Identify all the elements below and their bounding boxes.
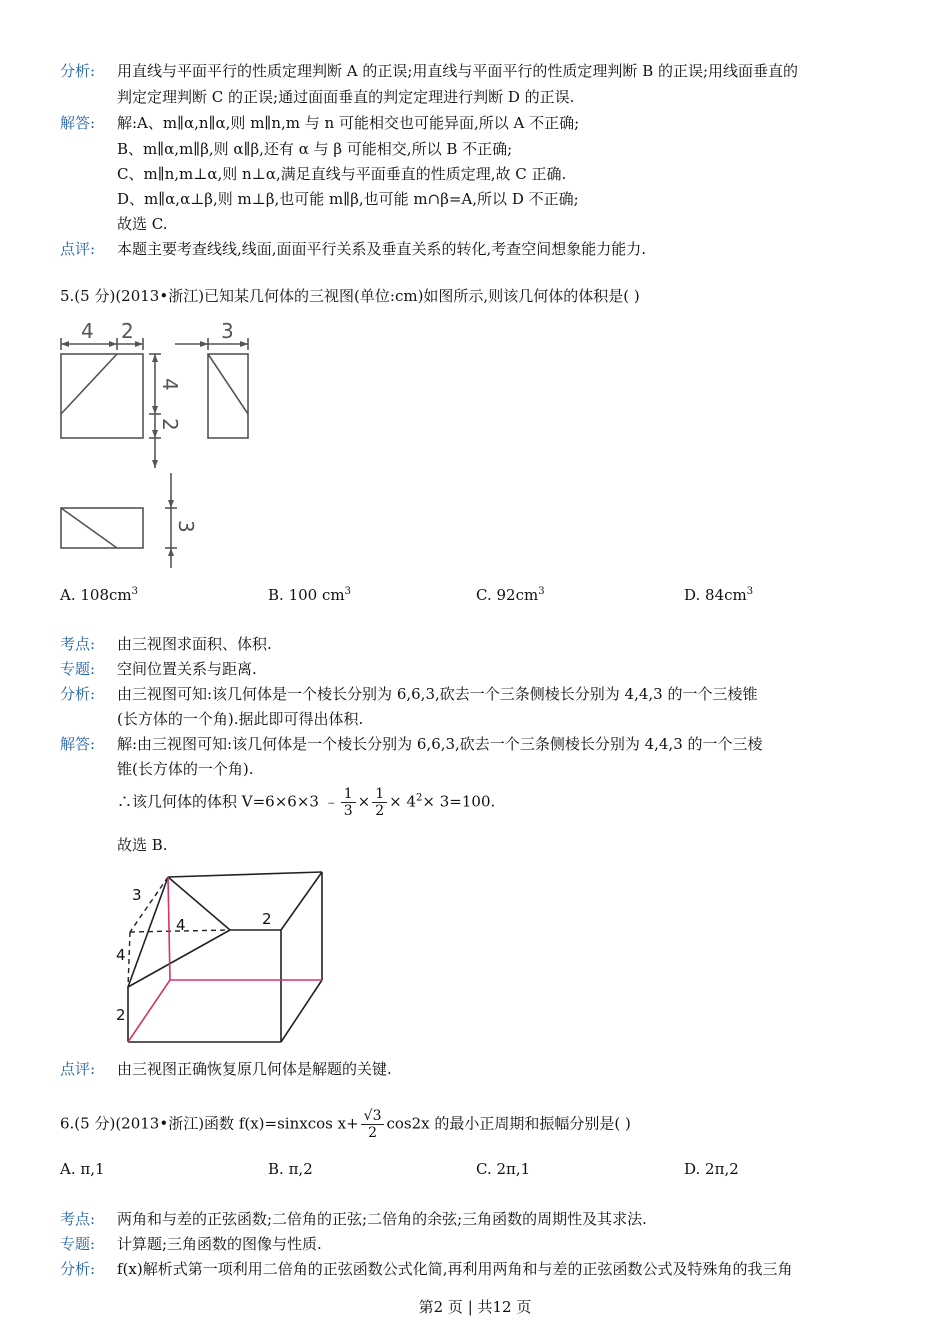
dim-front-w2: 2 xyxy=(121,319,134,343)
q4-solution-line4: D、m∥α,α⊥β,则 m⊥β,也可能 m∥β,也可能 m∩β=A,所以 D 不正确; xyxy=(117,190,579,208)
q5-topic-label: 专题: xyxy=(60,660,96,678)
q5-comment: 由三视图正确恢复原几何体是解题的关键. xyxy=(117,1060,392,1078)
q5-comment-label: 点评: xyxy=(60,1060,96,1078)
q6-option-a[interactable]: A. π,1 xyxy=(60,1160,105,1178)
q5-analysis-label: 分析: xyxy=(60,685,96,703)
fig-label-3: 3 xyxy=(132,886,142,904)
fig-label-4-left: 4 xyxy=(116,946,126,964)
q5-option-c[interactable]: C. $92cm^3$ xyxy=(476,586,545,604)
q5-topic: 空间位置关系与距离. xyxy=(117,660,257,678)
q4-solution-line2: B、m∥α,m∥β,则 α∥β,还有 α 与 β 可能相交,所以 B 不正确; xyxy=(117,140,513,158)
fraction-one-third: $\frac{1}{3}$ xyxy=(341,786,356,819)
dim-h1: 4 xyxy=(158,378,182,391)
q6-topic: 计算题;三角函数的图像与性质. xyxy=(117,1235,322,1253)
fig-label-2-left: 2 xyxy=(116,1006,126,1024)
q5-analysis-line2: (长方体的一个角).据此即可得出体积. xyxy=(117,710,364,728)
three-view-figure xyxy=(55,318,295,580)
q4-solution-line5: 故选 C. xyxy=(117,215,168,233)
q4-analysis-line1: 用直线与平面平行的性质定理判断 A 的正误;用直线与平面平行的性质定理判断 B 的正误;用线面垂直的 xyxy=(117,62,799,80)
side-view-rect xyxy=(208,354,248,438)
q6-option-d[interactable]: D. 2π,2 xyxy=(684,1160,739,1178)
q5-stem: 5.(5 分)(2013•浙江)已知某几何体的三视图(单位:cm)如图所示,则该几何体的体积是( ) xyxy=(60,287,640,305)
q4-comment-label: 点评: xyxy=(60,240,96,258)
solid-figure xyxy=(110,862,335,1050)
page-footer: 第2 页 | 共12 页 xyxy=(418,1298,532,1316)
front-view-rect xyxy=(61,354,143,438)
dim-front-w1: 4 xyxy=(81,319,94,343)
front-view-diagonal xyxy=(61,354,117,414)
fraction-one-half: $\frac{1}{2}$ xyxy=(372,786,387,819)
q5-volume-formula: ∴该几何体的体积 V=6×6×3 ﹣ $\frac{1}{3}$ × $\frac{1}{2}$ × $4^2\times 3=100$. xyxy=(117,786,496,819)
q5-point-label: 考点: xyxy=(60,635,96,653)
q5-solution-line2: 锥(长方体的一个角). xyxy=(117,760,254,778)
q5-solution-pick: 故选 B. xyxy=(117,836,168,854)
q4-analysis-label: 分析: xyxy=(60,62,96,80)
q5-option-b[interactable]: B. 100 $cm^3$ xyxy=(268,586,351,604)
dim-top-h: 3 xyxy=(174,520,198,533)
q6-topic-label: 专题: xyxy=(60,1235,96,1253)
q6-point: 两角和与差的正弦函数;二倍角的正弦;二倍角的余弦;三角函数的周期性及其求法. xyxy=(117,1210,647,1228)
q5-option-a[interactable]: A. $108cm^3$ xyxy=(60,586,139,604)
side-view-diagonal xyxy=(208,354,248,414)
q6-option-c[interactable]: C. 2π,1 xyxy=(476,1160,531,1178)
q5-analysis-line1: 由三视图可知:该几何体是一个棱长分别为 6,6,3,砍去一个三条侧棱长分别为 4,4,3 的一个三棱锥 xyxy=(117,685,758,703)
q6-stem: 6.(5 分)(2013•浙江)函数 f(x)=sinxcos x+ $\frac{√3}{2}$ cos2x 的最小正周期和振幅分别是( ) xyxy=(60,1108,631,1141)
q4-analysis-line2: 判定定理判断 C 的正误;通过面面垂直的判定定理进行判断 D 的正误. xyxy=(117,88,575,106)
dim-side-w: 3 xyxy=(221,319,234,343)
dim-h2: 2 xyxy=(158,418,182,431)
top-view-diagonal xyxy=(61,508,117,548)
q5-option-d[interactable]: D. $84cm^3$ xyxy=(684,586,754,604)
q6-analysis-label: 分析: xyxy=(60,1260,96,1278)
fig-label-4-top: 4 xyxy=(176,916,186,934)
q5-point: 由三视图求面积、体积. xyxy=(117,635,272,653)
fig-label-2-top: 2 xyxy=(262,910,272,928)
top-view-rect xyxy=(61,508,143,548)
q6-analysis-line1: f(x)解析式第一项利用二倍角的正弦函数公式化简,再利用两角和与差的正弦函数公式及特殊角的我三角 xyxy=(117,1260,793,1278)
q5-solution-label: 解答: xyxy=(60,735,96,753)
fraction-sqrt3-over-2: $\frac{√3}{2}$ xyxy=(361,1108,385,1141)
q5-solution-line1: 解:由三视图可知:该几何体是一个棱长分别为 6,6,3,砍去一个三条侧棱长分别为 4,4,3 的一个三棱 xyxy=(117,735,763,753)
q4-comment: 本题主要考查线线,线面,面面平行关系及垂直关系的转化,考查空间想象能力能力. xyxy=(117,240,647,258)
q4-solution-line3: C、m∥n,m⊥α,则 n⊥α,满足直线与平面垂直的性质定理,故 C 正确. xyxy=(117,165,567,183)
q6-option-b[interactable]: B. π,2 xyxy=(268,1160,313,1178)
q4-solution-label: 解答: xyxy=(60,114,96,132)
q6-point-label: 考点: xyxy=(60,1210,96,1228)
q4-solution-line1: 解:A、m∥α,n∥α,则 m∥n,m 与 n 可能相交也可能异面,所以 A 不正确; xyxy=(117,114,580,132)
